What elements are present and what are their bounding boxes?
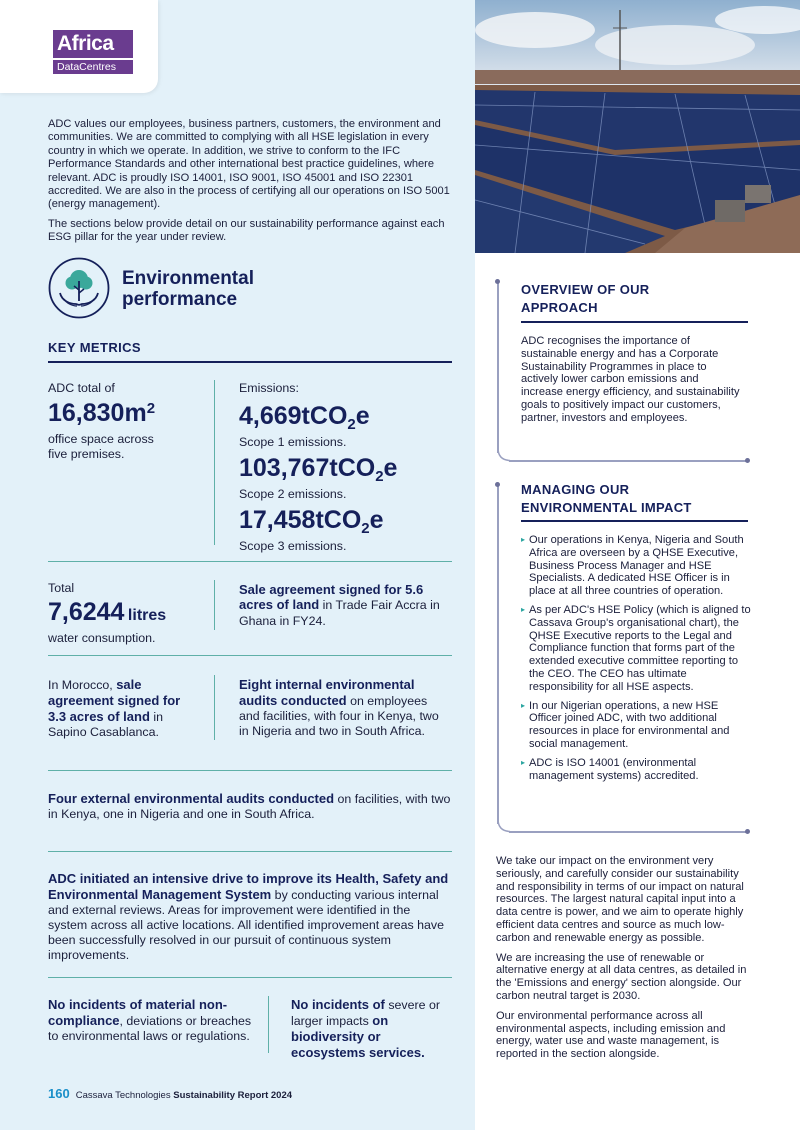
closing-text: [496, 855, 758, 1068]
managing-panel-bottom: [509, 831, 749, 833]
ghana-rest: in Trade Fair Accra in Ghana in FY24.: [239, 598, 440, 628]
managing-title: [521, 481, 751, 516]
office-value: 16,830m: [48, 399, 147, 427]
metric-rule-2: [48, 655, 452, 656]
external-audits-rest: on facilities, with two in Kenya, one in Nigeria and one in South Africa.: [48, 792, 451, 821]
managing-title-line-2: ENVIRONMENTAL IMPACT: [521, 499, 692, 515]
scope1-unit: e: [355, 402, 370, 430]
panel-dot: [745, 829, 750, 834]
managing-bullet: ▸ Our operations in Kenya, Nigeria and South Africa are overseen by a QHSE Executive, Business Process Manager and HSE Specialists. A dedicated HSE Officer is in place at all three countries of operation.: [521, 534, 753, 598]
scope2-unit: e: [383, 454, 398, 482]
metric-rule-3: [48, 770, 452, 771]
morocco-bold: sale agreement signed for 3.3 acres of land: [48, 677, 181, 724]
external-audits-metric: [48, 791, 452, 822]
closing-paragraph-2: We are increasing the use of renewable or alternative energy at all data centres, as detailed in the 'Emissions and energy' section alongside. Our carbon neutral target is 2030.: [496, 951, 747, 1002]
office-value-wrap: [48, 398, 208, 432]
managing-bullet: ▸ As per ADC's HSE Policy (which is aligned to Cassava Group's organisational chart), the QHSE Executive reports to the Legal and Compliance function that forms part of the extended executive committee reporting to the CEO. The CEO has ultimate responsibility for all HSE aspects.: [521, 604, 753, 694]
managing-panel-border: [497, 484, 499, 824]
overview-title-line-2: APPROACH: [521, 299, 598, 315]
footer-publisher: Cassava Technologies: [75, 1090, 174, 1101]
office-desc: office space across five premises.: [48, 432, 154, 461]
scope3-unit: e: [369, 506, 384, 534]
scope1-desc: Scope 1 emissions.: [239, 435, 347, 449]
scope3-value: 17,458tCO: [239, 506, 362, 534]
ghana-metric: [239, 582, 449, 629]
scope3-subscript: 2: [361, 520, 370, 538]
external-audits-bold: Four external environmental audits conducted: [48, 791, 335, 806]
managing-title-line-1: MANAGING OUR: [521, 482, 630, 497]
managing-bullet: ▸ ADC is ISO 14001 (environmental management systems) accredited.: [521, 757, 753, 783]
water-metric: [48, 581, 208, 646]
water-unit: litres: [127, 607, 167, 624]
key-metrics-heading: KEY METRICS: [48, 340, 142, 355]
managing-bullet: ▸ In our Nigerian operations, a new HSE Officer joined ADC, with two additional resources in place for environmental and social management.: [521, 700, 753, 751]
morocco-lead: In Morocco,: [48, 678, 117, 692]
water-desc: water consumption.: [48, 631, 156, 645]
closing-paragraph-1: We take our impact on the environment very seriously, and carefully consider our sustainability and responsibility in terms of our impact on natural resources. The largest natural capital input into a data centre is power, and we aim to operate highly efficient data centres and source as much low-carbon and renewable energy as possible.: [496, 855, 744, 944]
logo-card: [0, 0, 158, 93]
metric-divider: [214, 580, 215, 630]
scope3-desc: Scope 3 emissions.: [239, 539, 347, 553]
water-prefix: Total: [48, 581, 75, 595]
biodiversity-mid: severe or larger impacts: [291, 998, 440, 1028]
overview-title: [521, 281, 650, 316]
section-title-line-1: Environmental: [122, 268, 254, 289]
page-footer: [48, 1086, 292, 1101]
office-metric: [48, 381, 208, 462]
metric-rule-4: [48, 851, 452, 852]
scope2-desc: Scope 2 emissions.: [239, 487, 347, 501]
metric-divider: [268, 996, 269, 1053]
metric-divider: [214, 380, 215, 545]
internal-audits-rest: on employees and facilities, with four in Kenya, two in Nigeria and two in South Africa.: [239, 694, 439, 738]
scope2-value: 103,767tCO: [239, 454, 376, 482]
metric-rule-1: [48, 561, 452, 562]
internal-audits-metric: [239, 677, 451, 739]
section-title-line-2: performance: [122, 289, 238, 310]
page-number: 160: [48, 1086, 70, 1101]
tree-in-hands-icon: [48, 257, 110, 319]
key-metrics-rule: [48, 361, 452, 363]
water-value: 7,6244: [48, 598, 125, 626]
biodiversity-metric: [291, 997, 451, 1061]
panel-dot: [495, 482, 500, 487]
hse-drive-bold: ADC initiated an intensive drive to improve its Health, Safety and Environmental Management System: [48, 871, 449, 902]
metric-rule-5: [48, 977, 452, 978]
managing-bullet-list: [521, 534, 753, 788]
biodiversity-bold-1: No incidents of: [291, 997, 385, 1012]
overview-panel-bottom: [509, 460, 749, 462]
intro-paragraph-2: The sections below provide detail on our sustainability performance against each ESG pillar for the year under review.: [48, 217, 445, 244]
biodiversity-bold-2: on biodiversity or ecosystems services.: [291, 1013, 425, 1060]
metric-divider: [214, 675, 215, 740]
ghana-bold: Sale agreement signed for 5.6 acres of land: [239, 582, 424, 612]
scope1-value: 4,669tCO: [239, 402, 348, 430]
logo-word-africa: Africa: [53, 30, 133, 58]
overview-panel-border: [497, 281, 499, 453]
logo-word-datacentres: DataCentres: [53, 60, 133, 74]
managing-panel-corner: [497, 819, 511, 833]
office-prefix: ADC total of: [48, 381, 115, 395]
solar-panels-photo: [475, 0, 800, 253]
noncompliance-metric: [48, 997, 253, 1044]
emissions-metric: [239, 381, 454, 554]
morocco-metric: [48, 677, 198, 740]
section-title: [122, 268, 254, 310]
hse-drive-rest: by conducting various internal and external reviews. Areas for improvement were identified in the system across all active locations. All identified improvement areas have been successfully resolved in our pursuit of continuous system improvements.: [48, 888, 444, 962]
overview-text: ADC recognises the importance of sustainable energy and has a Corporate Sustainability Programmes in place to actively lower carbon emissions and increase energy efficiency, and sustainability goals to positively impact our customers, partner, investors and employees.: [521, 335, 740, 424]
intro-text: [48, 118, 460, 251]
intro-paragraph-1: ADC values our employees, business partners, customers, the environment and communities. We are committed to complying with all HSE legislation in every country in which we operate. In addition, we strive to conform to the IFC Performance Standards and other international best practice guidelines, where relevant. ADC is proudly ISO 14001, ISO 9001, ISO 45001 and ISO 22301 accredited. We are also in the process of certifying all our operations on ISO 5001 (energy management).: [48, 118, 450, 211]
overview-title-line-1: OVERVIEW OF OUR: [521, 282, 650, 297]
hse-drive-metric: [48, 871, 452, 963]
scope3-value-wrap: [239, 505, 454, 539]
africa-data-centres-logo[interactable]: [53, 30, 133, 74]
emissions-label: Emissions:: [239, 381, 299, 395]
scope1-value-wrap: [239, 401, 454, 435]
panel-dot: [745, 458, 750, 463]
managing-title-rule: [521, 520, 748, 522]
water-value-wrap: [48, 597, 208, 631]
noncompliance-bold: No incidents of material non-compliance: [48, 997, 228, 1028]
office-value-superscript: 2: [146, 399, 156, 417]
panel-dot: [495, 279, 500, 284]
scope1-subscript: 2: [347, 416, 356, 434]
overview-title-rule: [521, 321, 748, 323]
noncompliance-rest: , deviations or breaches to environmental laws or regulations.: [48, 1014, 252, 1043]
footer-report-title: Sustainability Report 2024: [173, 1090, 293, 1101]
closing-paragraph-3: Our environmental performance across all environmental aspects, including emission and energy, water use and waste management, is reported in the section alongside.: [496, 1009, 726, 1061]
internal-audits-bold: Eight internal environmental audits conducted: [239, 677, 415, 708]
scope2-value-wrap: [239, 453, 454, 487]
overview-panel-corner: [497, 448, 511, 462]
morocco-rest: in Sapino Casablanca.: [48, 710, 163, 739]
scope2-subscript: 2: [375, 468, 384, 486]
